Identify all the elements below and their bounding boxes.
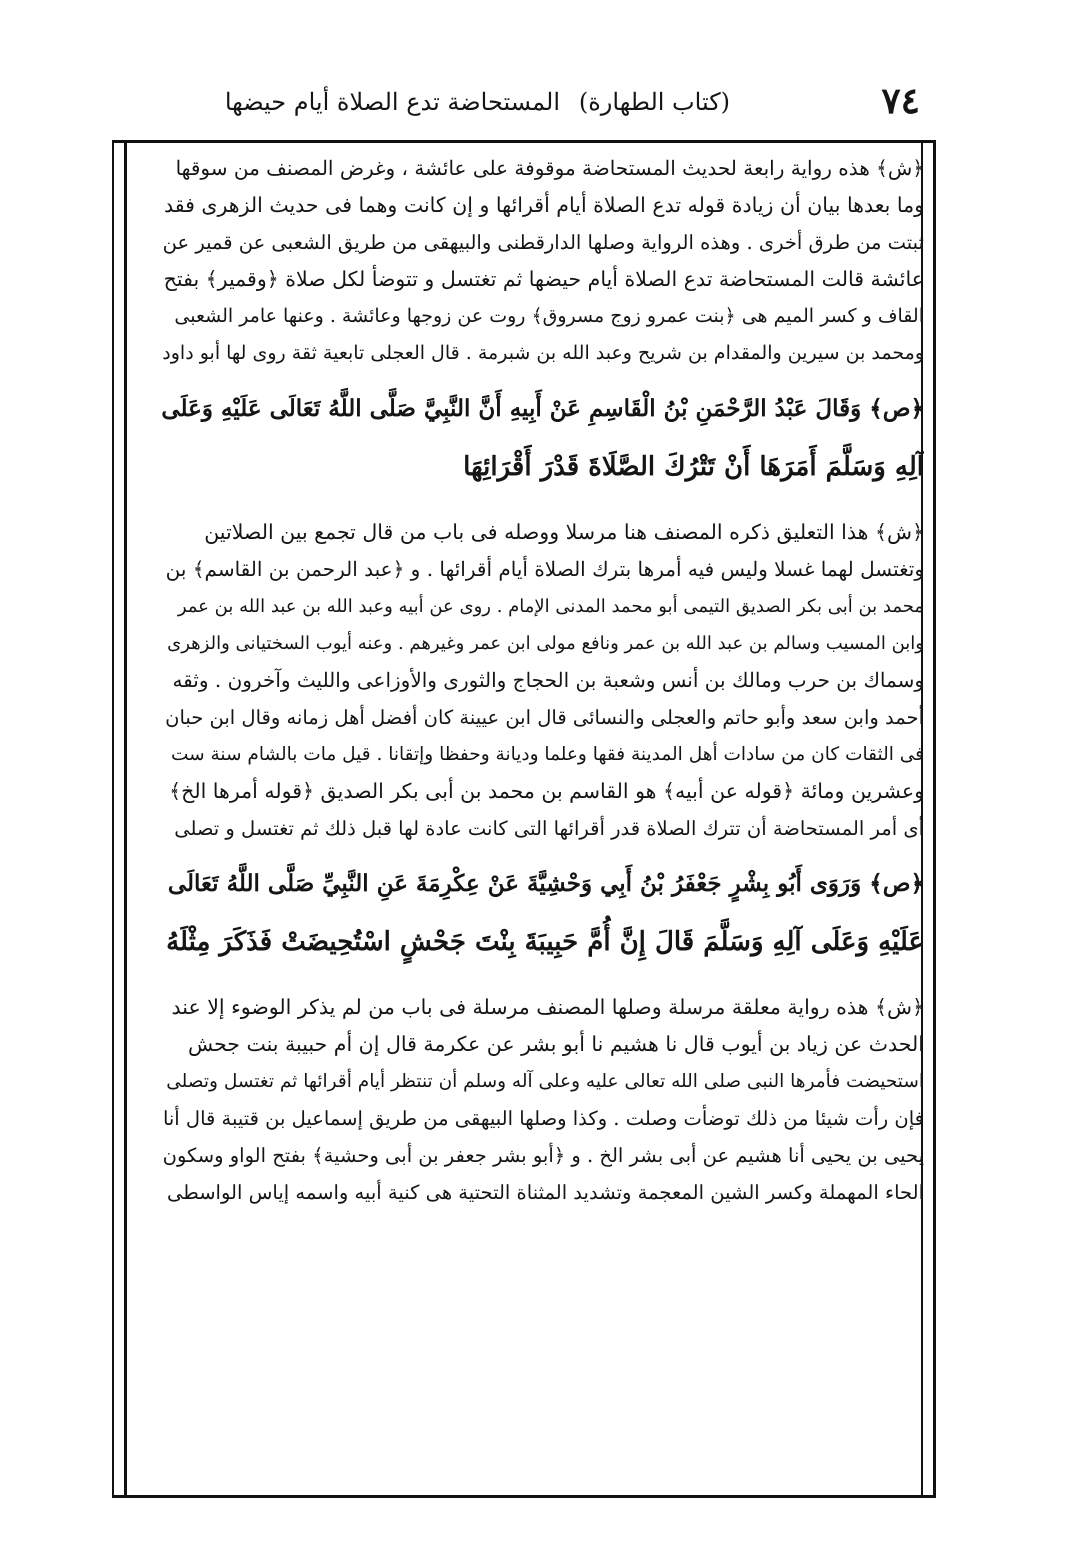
text-line: وعشرين ومائة ﴿قوله عن أبيه﴾ هو القاسم بن محمد بن أبى بكر الصديق ﴿قوله أمرها الخ﴾: [169, 779, 924, 803]
text-line: ﴿ش﴾ هذه رواية معلقة مرسلة وصلها المصنف مرسلة فى باب من لم يذكر الوضوء إلا عند: [171, 995, 924, 1019]
text-line: ﴿ص﴾ وَقَالَ عَبْدُ الرَّحْمَنِ بْنُ الْقَاسِمِ عَنْ أَبِيهِ أَنَّ النَّبِيَّ صَلَّى اللَّهُ تَعَالَى عَلَيْهِ وَعَلَى: [161, 395, 924, 422]
text-line: ﴿ص﴾ وَرَوَى أَبُو بِشْرٍ جَعْفَرُ بْنُ أَبِي وَحْشِيَّةَ عَنْ عِكْرِمَةَ عَنِ النَّبِيِّ صَلَّى اللَّهُ تَعَالَى: [167, 870, 924, 897]
hadith-text: [160, 380, 924, 496]
text-line: فى الثقات كان من سادات أهل المدينة فقها وعلما وديانة وحفظا وإتقانا . قيل مات بالشام سنة ست: [170, 744, 924, 765]
page-header: [224, 78, 920, 136]
text-line: وابن المسيب وسالم بن عبد الله بن عمر ونافع مولى ابن عمر وغيرهم . وعنه أيوب السختيانى والزهرى: [167, 633, 924, 654]
text-line: الحاء المهملة وكسر الشين المعجمة وتشديد المثناة التحتية هى كنية أبيه واسمه إياس الواسطى: [166, 1181, 924, 1204]
text-line: يحيى بن يحيى أنا هشيم عن أبى بشر الخ . و ﴿أبو بشر جعفر بن أبى وحشية﴾ بفتح الواو وسكون: [162, 1144, 924, 1167]
text-line: القاف و كسر الميم هى ﴿بنت عمرو زوج مسروق﴾ روت عن زوجها وعائشة . وعنها عامر الشعبى: [174, 305, 924, 327]
text-line: الحدث عن زياد بن أيوب قال نا هشيم نا أبو بشر عن عكرمة قال إن أم حبيبة بنت جحش: [187, 1032, 924, 1056]
text-line: فإن رأت شيئا من ذلك توضأت وصلت . وكذا وصلها البيهقى من طريق إسماعيل بن قتيبة قال أنا: [162, 1107, 924, 1130]
text-line: ﴿ش﴾ هذه رواية رابعة لحديث المستحاضة موقوفة على عائشة ، وغرض المصنف من سوقها: [175, 156, 924, 180]
text-line: عائشة قالت المستحاضة تدع الصلاة أيام حيضها ثم تغتسل و تتوضأ لكل صلاة ﴿وقمير﴾ بفتح: [163, 267, 924, 291]
text-line: محمد بن أبى بكر الصديق التيمى أبو محمد المدنى الإمام . روى عن أبيه وعبد الله بن عبد الله بن عمر: [177, 596, 924, 617]
text-line: وتغتسل لهما غسلا وليس فيه أمرها بترك الصلاة أيام أقرائها . و ﴿عبد الرحمن بن القاسم﴾ بن: [165, 557, 924, 581]
text-line: ومحمد بن سيرين والمقدام بن شريح وعبد الله بن شبرمة . قال العجلى تابعية ثقة روى لها أبو داود: [162, 342, 924, 364]
commentary-paragraph: [160, 150, 924, 372]
text-line: أحمد وابن سعد وأبو حاتم والعجلى والنسائى قال ابن عيينة كان أفضل أهل زمانه وقال ابن حبان: [165, 706, 924, 729]
running-title: المستحاضة تدع الصلاة أيام حيضها: [224, 88, 560, 116]
page-body: [160, 150, 924, 1470]
commentary-paragraph: [160, 989, 924, 1211]
text-line: وما بعدها بيان أن زيادة قوله تدع الصلاة أيام أقرائها و إن كانت وهما فى حديث الزهرى فقد: [163, 193, 924, 217]
text-line: ثبتت من طرق أخرى . وهذه الرواية وصلها الدارقطنى والبيهقى من طريق الشعبى عن قمير عن: [162, 231, 924, 254]
text-line: آلِهِ وَسَلَّمَ أَمَرَهَا أَنْ تَتْرُكَ الصَّلَاةَ قَدْرَ أَقْرَائِهَا: [463, 452, 924, 482]
section-title: (كتاب الطهارة): [578, 88, 730, 116]
text-line: استحيضت فأمرها النبى صلى الله تعالى عليه وعلى آله وسلم أن تنتظر أيام أقرائها ثم تغتسل وتصلى: [166, 1071, 924, 1092]
text-line: ﴿ش﴾ هذا التعليق ذكره المصنف هنا مرسلا ووصله فى باب من قال تجمع بين الصلاتين: [204, 520, 924, 544]
text-line: أى أمر المستحاضة أن تترك الصلاة قدر أقرائها التى كانت عادة لها قبل ذلك ثم تغتسل و تصلى: [174, 817, 924, 840]
page-number: ٧٤: [881, 80, 920, 122]
text-line: وسماك بن حرب ومالك بن أنس وشعبة بن الحجاج والثورى والأوزاعى والليث وآخرون . وثقه: [172, 668, 924, 692]
text-line: عَلَيْهِ وَعَلَى آلِهِ وَسَلَّمَ قَالَ إِنَّ أُمَّ حَبِيبَةَ بِنْتَ جَحْشٍ اسْتُحِيضَتْ فَذَكَرَ مِثْلَهُ: [166, 927, 924, 957]
hadith-text: [160, 855, 924, 971]
commentary-paragraph: [160, 514, 924, 847]
